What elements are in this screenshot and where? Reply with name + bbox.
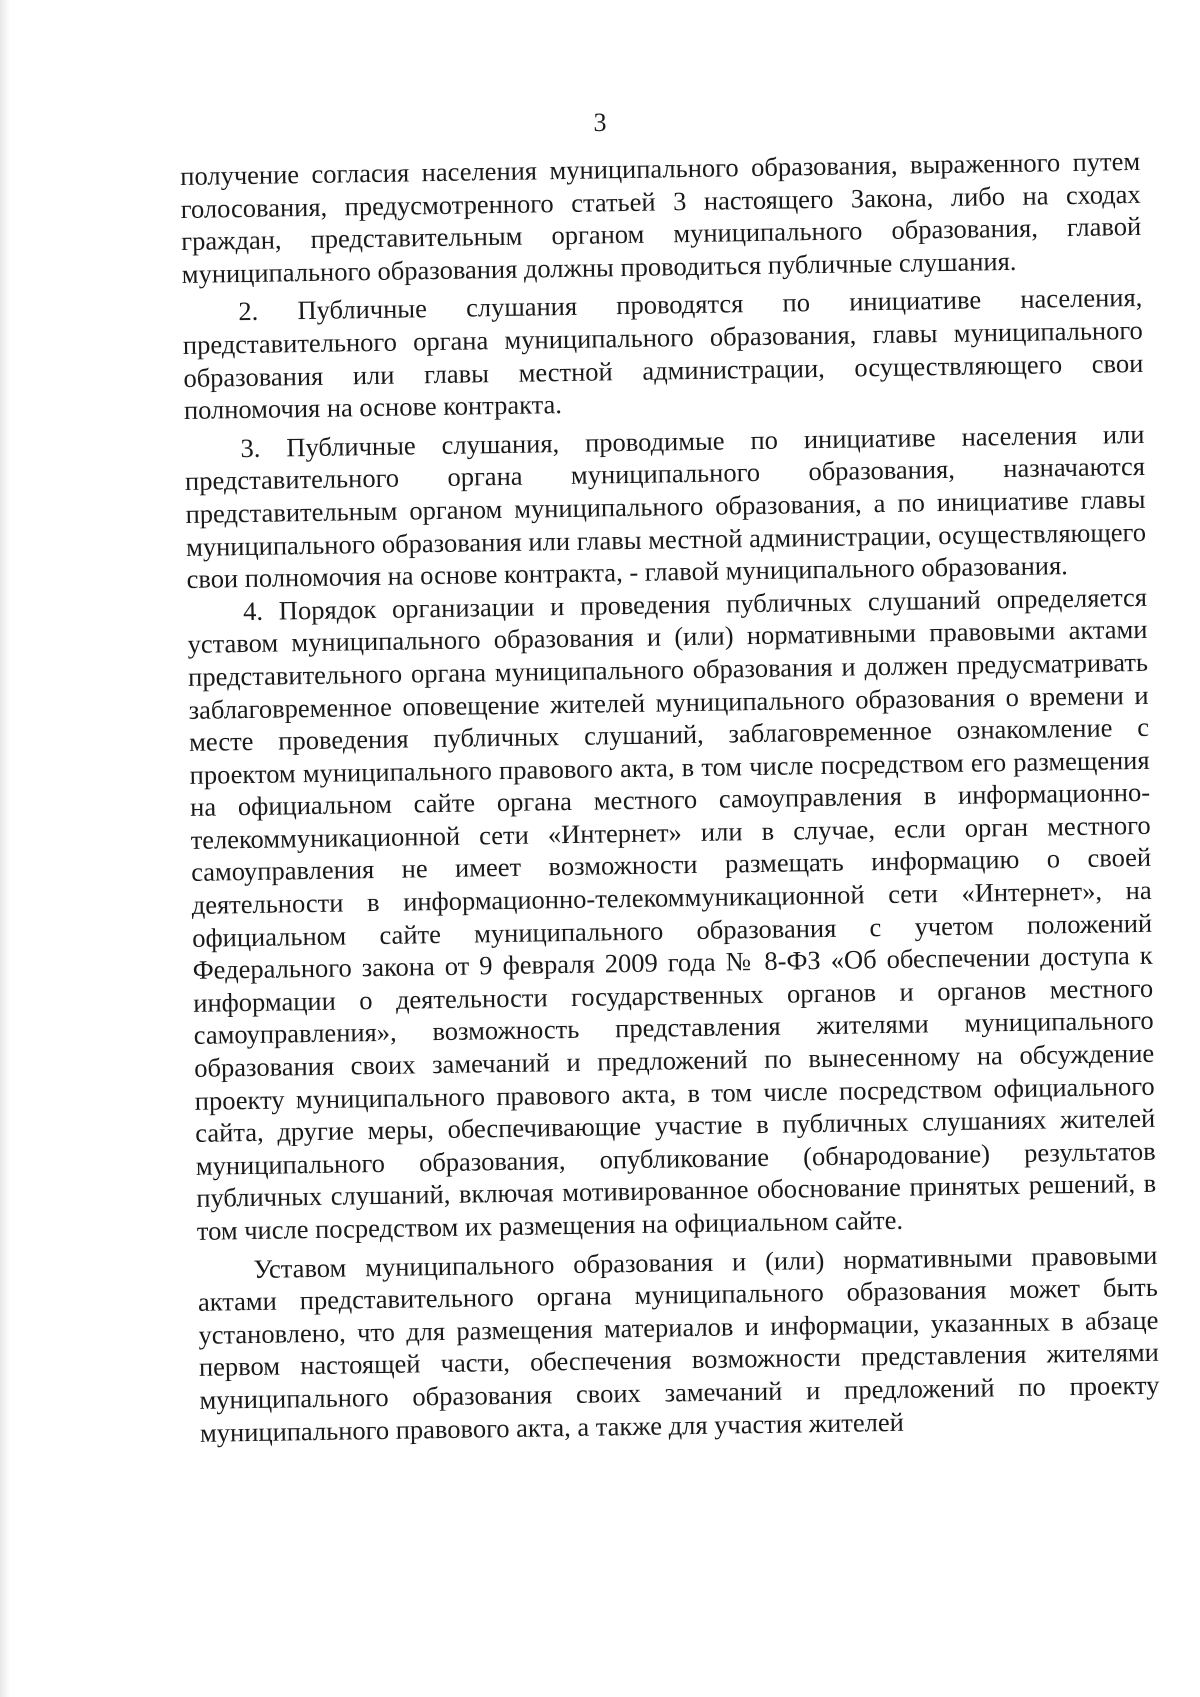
scan-edge-shadow bbox=[0, 0, 10, 1697]
paragraph-item-4: 4. Порядок организации и проведения публичных слушаний определяется уставом муниципального образования и (или) нормативными правовыми актами представительного органа муниципального образования и должен предусматривать заблаговременное оповещение жителей муниципального образования о времени и месте проведения публичных слушаний, заблаговременное ознакомление с проектом муниципального правового акта, в том числе посредством его размещения на официальном сайте органа местного самоуправления в информационно-телекоммуникационной сети «Интернет» или в случае, если орган местного самоуправления не имеет возможности размещать информацию о своей деятельности в информационно-телекоммуникационной сети «Интернет», на официальном сайте муниципального образования с учетом положений Федерального закона от 9 февраля 2009 года № 8-ФЗ «Об обеспечении доступа к информации о деятельности государственных органов и органов местного самоуправления», возможность представления жителями муниципального образования своих замечаний и предложений по вынесенному на обсуждение проекту муниципального правового акта, в том числе посредством официального сайта, другие меры, обеспечивающие участие в публичных слушаниях жителей муниципального образования, опубликование (обнародование) результатов публичных слушаний, включая мотивированное обоснование принятых решений, в том числе посредством их размещения на официальном сайте. bbox=[187, 581, 1157, 1246]
paragraph-charter-provision: Уставом муниципального образования и (или) нормативными правовыми актами представительного органа муниципального образования может быть установлено, что для размещения материалов и информации, указанных в абзаце первом настоящей части, обеспечения возможности представления жителями муниципального образования своих замечаний и предложений по проекту муниципального правового акта, а также для участия жителей bbox=[197, 1239, 1160, 1448]
paragraph-item-2: 2. Публичные слушания проводятся по инициативе населения, представительного органа муниципального образования, главы муниципального образования или главы местной администрации, осуществляющего свои полномочия на основе контракта. bbox=[182, 282, 1144, 426]
paragraph-continuation: получение согласия населения муниципального образования, выраженного путем голосования, предусмотренного статьей 3 настоящего Закона, либо на сходах граждан, представительным органом муниципального образования, главой муниципального образования должны проводиться публичные слушания. bbox=[180, 145, 1142, 289]
paragraph-item-3: 3. Публичные слушания, проводимые по инициативе населения или представительного органа муниципального образования, назначаются представительным органом муниципального образования, а по инициативе главы муниципального образования или главы местной администрации, осуществляющего свои полномочия на основе контракта, - главой муниципального образования. bbox=[184, 418, 1147, 595]
page-number: 3 bbox=[593, 108, 607, 137]
document-body bbox=[180, 145, 1160, 1449]
